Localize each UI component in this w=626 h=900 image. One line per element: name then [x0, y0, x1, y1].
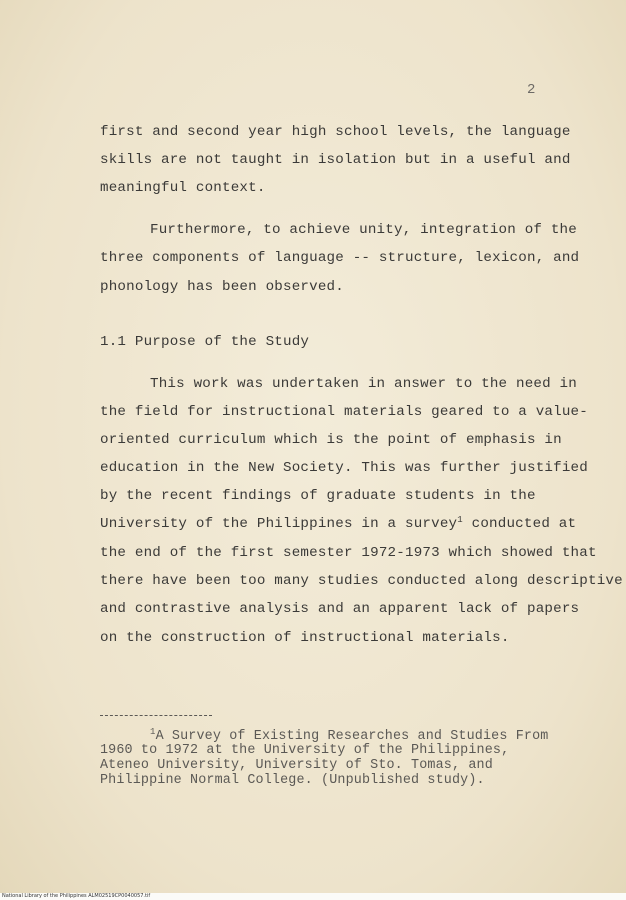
- text-line: the end of the first semester 1972-1973 which showed that: [100, 545, 597, 561]
- text-line: meaningful context.: [100, 180, 266, 196]
- text-line: [100, 516, 576, 532]
- text-line: by the recent findings of graduate students in the: [100, 488, 536, 504]
- footnote-divider: [100, 715, 212, 716]
- section-heading: 1.1 Purpose of the Study: [100, 334, 310, 350]
- text-line: phonology has been observed.: [100, 279, 344, 295]
- footnote-marker: 1: [457, 515, 463, 525]
- text-line: education in the New Society. This was further justified: [100, 460, 588, 476]
- footnote-line: Philippine Normal College. (Unpublished study).: [100, 773, 485, 788]
- text-line: first and second year high school levels, the language: [100, 124, 571, 140]
- text-line: the field for instructional materials geared to a value-: [100, 404, 588, 420]
- text-line: Furthermore, to achieve unity, integration of the: [150, 222, 577, 238]
- footnote-line: 1960 to 1972 at the University of the Philippines,: [100, 743, 510, 758]
- footnote-number: 1: [150, 727, 156, 737]
- text-line: there have been too many studies conducted along descriptive: [100, 573, 623, 589]
- footnote-line: [150, 729, 548, 744]
- text-segment: conducted at: [462, 516, 577, 532]
- text-line: This work was undertaken in answer to the need in: [150, 376, 577, 392]
- text-line: oriented curriculum which is the point of emphasis in: [100, 432, 562, 448]
- text-line: on the construction of instructional materials.: [100, 630, 510, 646]
- page-number: 2: [527, 82, 536, 98]
- text-line: skills are not taught in isolation but in a useful and: [100, 152, 571, 168]
- footnote-line: Ateneo University, University of Sto. Tomas, and: [100, 758, 493, 773]
- archive-caption: National Library of the Philippines ALM02519CP0040057.tif: [2, 893, 151, 899]
- text-line: three components of language -- structure, lexicon, and: [100, 250, 580, 266]
- text-segment: University of the Philippines in a survey: [100, 516, 458, 532]
- text-segment: A Survey of Existing Researches and Studies From: [155, 729, 549, 744]
- text-line: and contrastive analysis and an apparent lack of papers: [100, 601, 580, 617]
